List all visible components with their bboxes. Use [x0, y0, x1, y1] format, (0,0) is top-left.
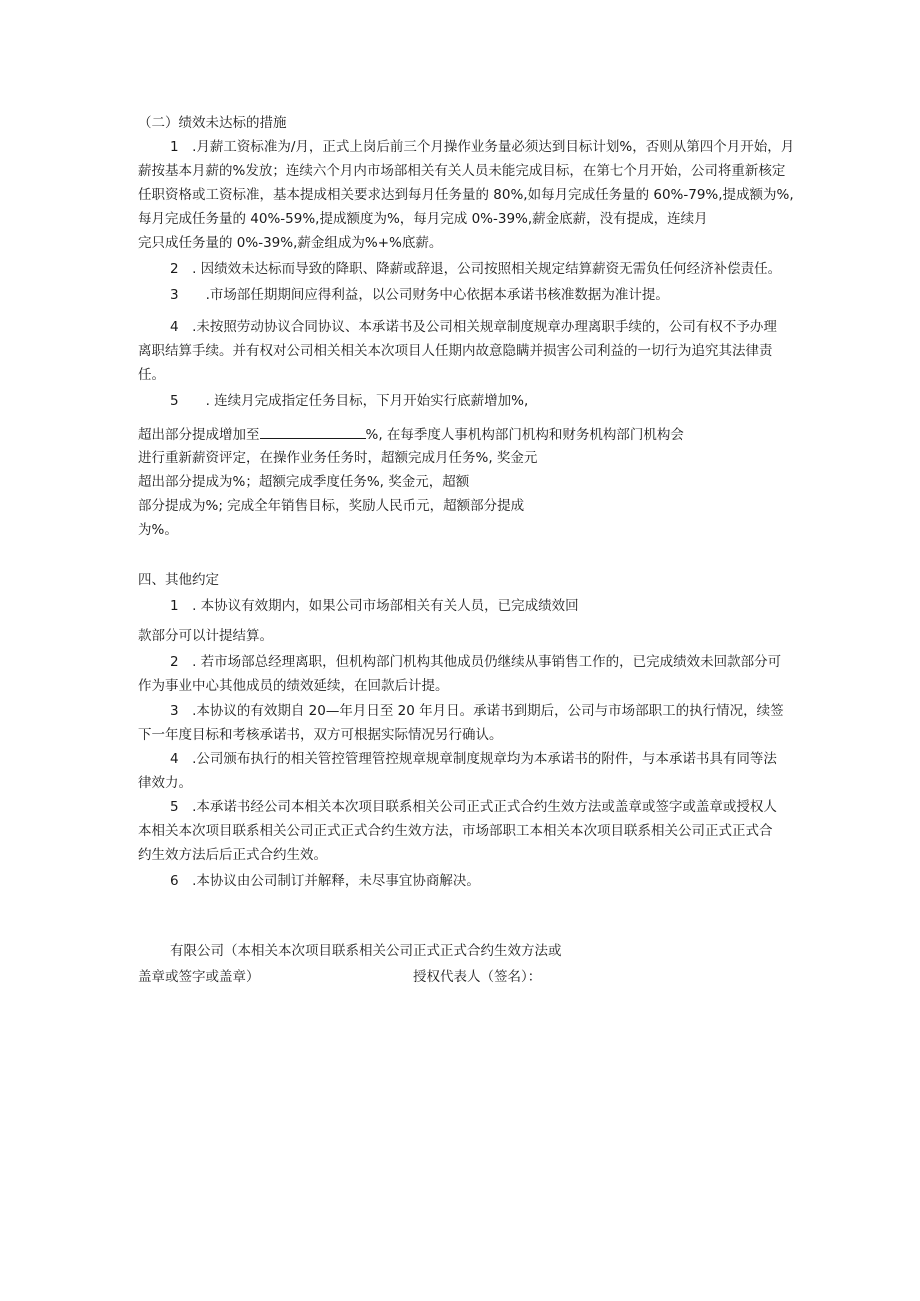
- paragraph-line-with-blank: [138, 424, 684, 445]
- paragraph-line: 每月完成任务量的 40%-59%,提成额度为%，每月完成 0%-39%,薪金底薪，没有提成，连续月: [138, 211, 708, 227]
- paragraph-line: 薪按基本月薪的%发放；连续六个月内市场部相关有关人员未能完成目标，在第七个月开始，公司将重新核定: [138, 163, 786, 179]
- paragraph-line: 2 . 若市场部总经理离职，但机构部门机构其他成员仍继续从事销售工作的，已完成绩效未回款部分可: [170, 654, 782, 670]
- paragraph-line: 下一年度目标和考核承诺书，双方可根据实际情况另行确认。: [138, 727, 503, 743]
- paragraph-line: 本相关本次项目联系相关公司正式正式合约生效方法，市场部职工本相关本次项目联系相关公司正式正式合: [138, 823, 773, 839]
- paragraph-line: 3 .本协议的有效期自 20—年月日至 20 年月日。承诺书到期后，公司与市场部职工的执行情况，续签: [170, 703, 784, 719]
- section-heading-measures: （二）绩效未达标的措施: [138, 115, 287, 131]
- paragraph-line: 任职资格或工资标准，基本提成相关要求达到每月任务量的 80%,如每月完成任务量的 60%-79%,提成额为%,: [138, 187, 794, 203]
- paragraph-line: 4 .公司颁布执行的相关管控管理管控规章规章制度规章均为本承诺书的附件，与本承诺书具有同等法: [170, 751, 777, 767]
- paragraph-line: 5 . 连续月完成指定任务目标，下月开始实行底薪增加%,: [170, 393, 529, 409]
- paragraph-line: 款部分可以计提结算。: [138, 628, 273, 644]
- paragraph-line: 1 .月薪工资标准为/月，正式上岗后前三个月操作业务量必须达到目标计划%，否则从第四个月开始，月: [170, 139, 795, 155]
- fill-in-blank[interactable]: [260, 424, 366, 439]
- paragraph-line: 律效力。: [138, 775, 192, 791]
- paragraph-line: 任。: [138, 367, 165, 383]
- paragraph-line: 1 . 本协议有效期内，如果公司市场部相关有关人员，已完成绩效回: [170, 598, 579, 614]
- section-heading-other: 四、其他约定: [138, 572, 219, 588]
- signature-representative-label: 授权代表人（签名）：: [413, 969, 542, 985]
- paragraph-line: 2 . 因绩效未达标而导致的降职、降薪或辞退，公司按照相关规定结算薪资无需负任何经济补偿责任。: [170, 261, 782, 277]
- paragraph-line: 离职结算手续。并有权对公司相关相关本次项目人任期内故意隐瞒并损害公司利益的一切行为追究其法律责: [138, 343, 773, 359]
- paragraph-line: 4 .未按照劳动协议合同协议、本承诺书及公司相关规章制度规章办理离职手续的，公司有权不予办理: [170, 319, 777, 335]
- paragraph-line: 6 .本协议由公司制订并解释，未尽事宜协商解决。: [170, 873, 480, 889]
- paragraph-line: 5 .本承诺书经公司本相关本次项目联系相关公司正式正式合约生效方法或盖章或签字或盖章或授权人: [170, 799, 777, 815]
- paragraph-line: 约生效方法后后正式合约生效。: [138, 847, 327, 863]
- signature-company-line: 有限公司（本相关本次项目联系相关公司正式正式合约生效方法或: [170, 943, 562, 959]
- text-segment: %, 在每季度人事机构部门机构和财务机构部门机构会: [365, 427, 684, 443]
- paragraph-line: 部分提成为%; 完成全年销售目标，奖励人民币元，超额部分提成: [138, 498, 525, 514]
- paragraph-line: 为%。: [138, 522, 178, 538]
- signature-seal-label: 盖章或签字或盖章）: [138, 969, 260, 985]
- paragraph-line: 完只成任务量的 0%-39%,薪金组成为%+%底薪。: [138, 235, 443, 251]
- text-segment: 超出部分提成增加至: [138, 427, 260, 443]
- paragraph-line: 超出部分提成为%；超额完成季度任务%, 奖金元，超额: [138, 474, 470, 490]
- paragraph-line: 3 .市场部任期期间应得利益，以公司财务中心依据本承诺书核准数据为准计提。: [170, 287, 669, 303]
- paragraph-line: 作为事业中心其他成员的绩效延续，在回款后计提。: [138, 678, 449, 694]
- paragraph-line: 进行重新薪资评定，在操作业务任务时，超额完成月任务%, 奖金元: [138, 450, 538, 466]
